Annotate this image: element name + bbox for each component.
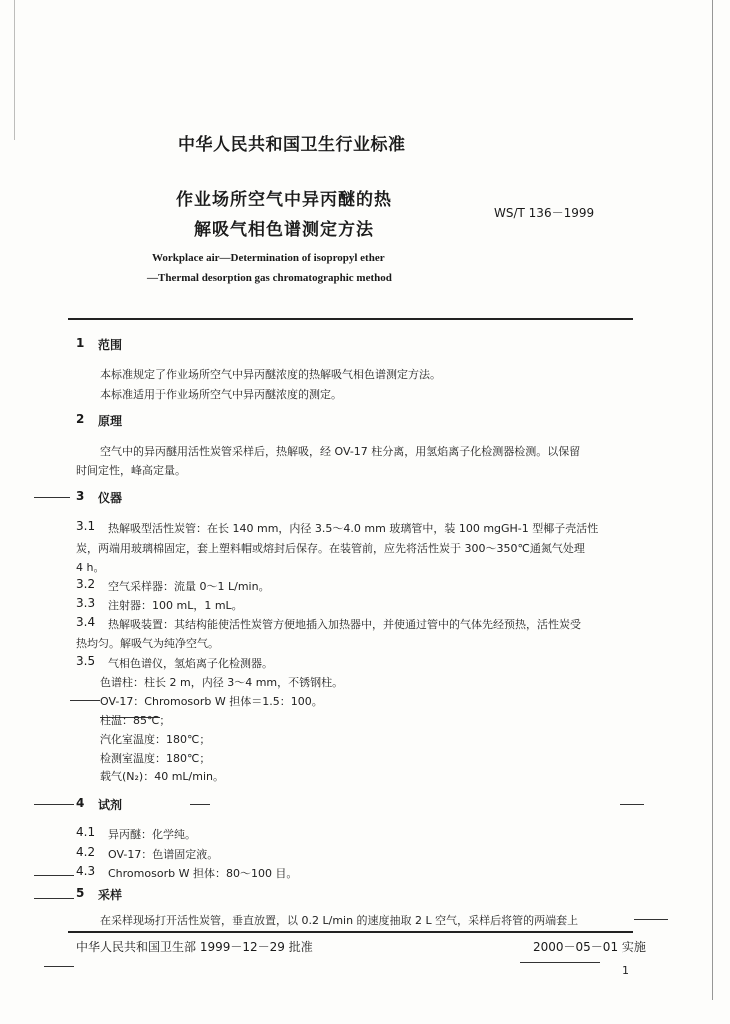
item-4-1-text: 异丙醚：化学纯。: [108, 828, 196, 841]
item-3-3-text: 注射器：100 mL，1 mL。: [108, 599, 243, 612]
scan-noise-line: [44, 966, 74, 967]
item-3-5-vaporizer-temperature: 汽化室温度：180℃；: [100, 733, 211, 746]
scan-noise-line: [190, 804, 210, 805]
item-3-4-number: 3.4: [76, 615, 96, 629]
approval-statement: 中华人民共和国卫生部 1999－12－29 批准: [76, 940, 313, 954]
item-3-3-number: 3.3: [76, 596, 96, 610]
item-3-1-line3: 4 h。: [76, 561, 105, 574]
item-3-5-stationary-phase: OV-17：Chromosorb W 担体＝1.5：100。: [100, 695, 323, 708]
scan-noise-line: [34, 497, 70, 498]
item-3-2-text: 空气采样器：流量 0～1 L/min。: [108, 580, 270, 593]
item-3-5-column: 色谱柱：柱长 2 m，内径 3～4 mm，不锈钢柱。: [100, 676, 344, 689]
item-3-5-carrier-gas: 载气(N₂)：40 mL/min。: [100, 770, 225, 783]
scan-noise-line: [634, 919, 668, 920]
item-3-4-line2: 热均匀。解吸气为纯净空气。: [76, 637, 219, 650]
scan-noise-line: [520, 962, 600, 963]
section-2-title: 原理: [98, 414, 123, 428]
section-5-number: 5: [76, 886, 85, 900]
section-5-paragraph-line1: 在采样现场打开活性炭管，垂直放置，以 0.2 L/min 的速度抽取 2 L 空气，采样后将管的两端套上: [100, 914, 579, 927]
item-3-2-number: 3.2: [76, 577, 96, 591]
header-rule: [68, 318, 633, 320]
item-3-1-line1: 热解吸型活性炭管：在长 140 mm，内径 3.5～4.0 mm 玻璃管中，装 100 mgGH-1 型椰子壳活性: [108, 522, 599, 535]
section-3-title: 仪器: [98, 491, 123, 505]
item-3-5-column-temperature: 柱温：85℃；: [100, 714, 171, 727]
item-3-1-number: 3.1: [76, 519, 96, 533]
page-number: 1: [622, 964, 629, 977]
scan-noise-line: [620, 804, 644, 805]
section-1-number: 1: [76, 336, 85, 350]
item-4-3-number: 4.3: [76, 864, 96, 878]
item-3-5-number: 3.5: [76, 654, 96, 668]
scan-noise-line: [70, 700, 100, 701]
item-4-2-number: 4.2: [76, 845, 96, 859]
item-4-1-number: 4.1: [76, 825, 96, 839]
english-title-line1: Workplace air—Determination of isopropyl ether: [152, 252, 385, 264]
scan-edge-line-left: [14, 0, 15, 140]
section-1-paragraph-2: 本标准适用于作业场所空气中异丙醚浓度的测定。: [100, 388, 342, 401]
document-title-line1: 作业场所空气中异丙醚的热: [176, 190, 392, 210]
scan-noise-line: [34, 898, 74, 899]
item-3-4-line1: 热解吸装置：其结构能使活性炭管方便地插入加热器中，并使通过管中的气体先经预热，活性炭受: [108, 618, 581, 631]
section-3-number: 3: [76, 489, 85, 503]
scan-noise-line: [34, 875, 74, 876]
item-3-5-detector-temperature: 检测室温度：180℃；: [100, 752, 211, 765]
issuing-standard-category: 中华人民共和国卫生行业标准: [178, 135, 406, 155]
scan-edge-line-right: [712, 0, 713, 1000]
section-4-number: 4: [76, 796, 85, 810]
scan-noise-line: [34, 804, 74, 805]
item-3-1-line2: 炭，两端用玻璃棉固定，套上塑料帽或熔封后保存。在装管前，应先将活性炭于 300～350℃通氮气处理: [76, 542, 585, 555]
section-5-title: 采样: [98, 888, 123, 902]
section-1-title: 范围: [98, 338, 123, 352]
footer-rule: [68, 931, 633, 933]
item-4-3-text: Chromosorb W 担体：80～100 目。: [108, 867, 298, 880]
standard-number: WS/T 136－1999: [494, 206, 595, 220]
section-2-paragraph-line1: 空气中的异丙醚用活性炭管采样后，热解吸，经 OV-17 柱分离，用氢焰离子化检测器检测。以保留: [100, 445, 581, 458]
item-4-2-text: OV-17：色谱固定液。: [108, 848, 219, 861]
item-3-5-text: 气相色谱仪，氢焰离子化检测器。: [108, 657, 273, 670]
section-1-paragraph-1: 本标准规定了作业场所空气中异丙醚浓度的热解吸气相色谱测定方法。: [100, 368, 441, 381]
document-title-line2: 解吸气相色谱测定方法: [194, 220, 374, 240]
implementation-date: 2000－05－01 实施: [533, 940, 646, 954]
section-2-paragraph-line2: 时间定性，峰高定量。: [76, 464, 186, 477]
section-4-title: 试剂: [98, 798, 123, 812]
english-title-line2: —Thermal desorption gas chromatographic method: [147, 272, 392, 284]
section-2-number: 2: [76, 412, 85, 426]
